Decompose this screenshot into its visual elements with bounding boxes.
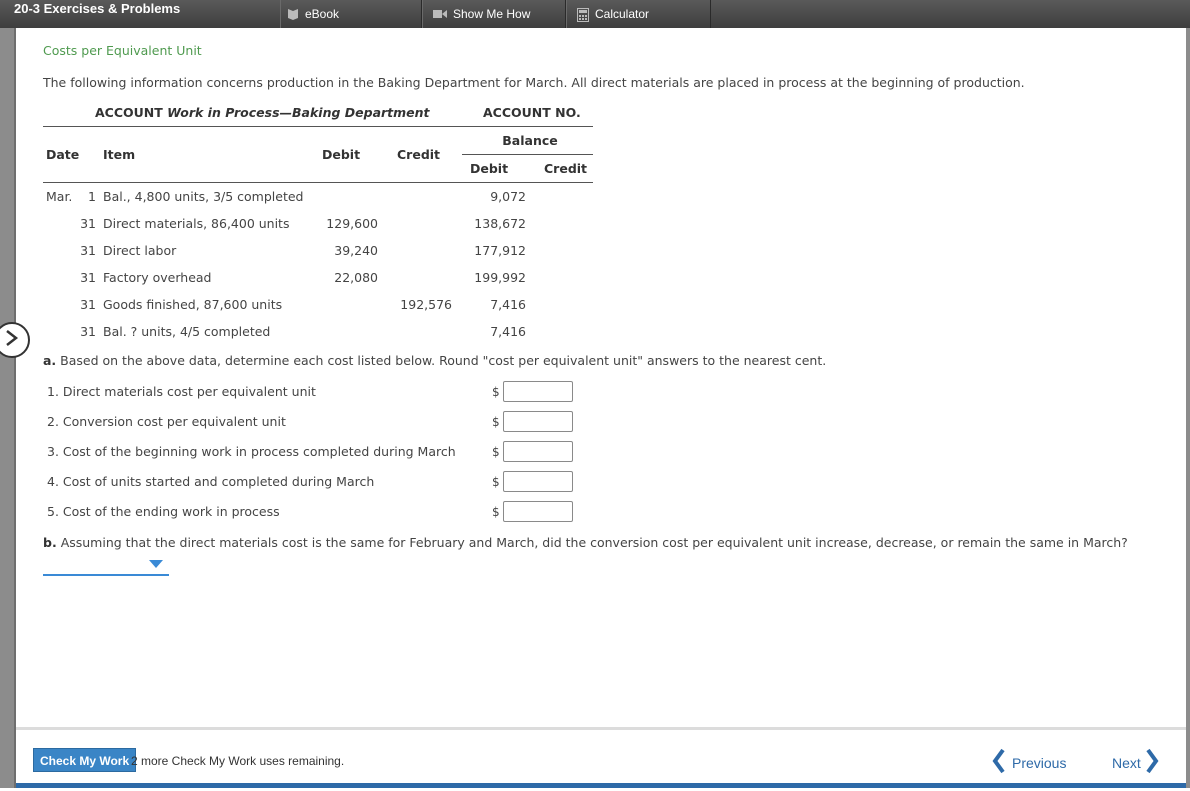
part-b-text: Assuming that the direct materials cost is the same for February and March, did the conversion cost per equivalent unit increase, decrease, or remain the same in March? xyxy=(60,535,1128,550)
balance-credit-header: Credit xyxy=(544,161,588,176)
item-header: Item xyxy=(103,147,136,162)
ebook-button[interactable] xyxy=(280,0,422,28)
section-title: Costs per Equivalent Unit xyxy=(43,43,202,58)
footer-accent-line xyxy=(16,783,1186,788)
balance-rule xyxy=(462,154,593,155)
conversion-cost-change-select[interactable] xyxy=(43,556,169,576)
chevron-right-icon xyxy=(4,329,20,351)
part-a-prompt xyxy=(43,353,826,368)
question-label: 4. Cost of units started and completed during March xyxy=(47,474,375,489)
row-item: Bal. ? units, 4/5 completed xyxy=(103,324,271,339)
row-debit: 129,600 xyxy=(326,216,378,231)
currency-symbol: $ xyxy=(492,385,500,399)
question-label: 5. Cost of the ending work in process xyxy=(47,504,280,519)
next-label: Next xyxy=(1112,754,1141,771)
row-day: 1 xyxy=(88,189,96,204)
row-balance-debit: 7,416 xyxy=(490,297,526,312)
previous-button[interactable] xyxy=(992,748,1066,777)
row-balance-debit: 177,912 xyxy=(474,243,526,258)
currency-symbol: $ xyxy=(492,445,500,459)
calculator-button[interactable] xyxy=(566,0,711,28)
row-day: 31 xyxy=(80,324,96,339)
direct-materials-cost-input[interactable] xyxy=(503,381,573,402)
check-remaining-text: 2 more Check My Work uses remaining. xyxy=(131,754,345,768)
currency-symbol: $ xyxy=(492,475,500,489)
question-label: 3. Cost of the beginning work in process completed during March xyxy=(47,444,456,459)
row-credit: 192,576 xyxy=(400,297,452,312)
row-item: Direct labor xyxy=(103,243,177,258)
book-icon xyxy=(287,8,299,20)
row-day: 31 xyxy=(80,270,96,285)
currency-symbol: $ xyxy=(492,505,500,519)
beginning-wip-cost-input[interactable] xyxy=(503,441,573,462)
debit-header: Debit xyxy=(322,147,361,162)
row-debit: 22,080 xyxy=(334,270,378,285)
row-day: 31 xyxy=(80,216,96,231)
dropdown-arrow-icon xyxy=(149,560,163,568)
chevron-right-icon xyxy=(1145,748,1159,777)
ending-wip-cost-input[interactable] xyxy=(503,501,573,522)
check-my-work-button[interactable]: Check My Work xyxy=(33,748,136,772)
video-icon xyxy=(433,8,447,20)
show-me-how-button[interactable] xyxy=(422,0,566,28)
date-header: Date xyxy=(46,147,80,162)
calculator-icon xyxy=(577,8,589,20)
question-label: 1. Direct materials cost per equivalent unit xyxy=(47,384,316,399)
account-no-label: ACCOUNT NO. xyxy=(483,105,581,120)
row-balance-debit: 9,072 xyxy=(490,189,526,204)
row-balance-debit: 7,416 xyxy=(490,324,526,339)
previous-label: Previous xyxy=(1012,754,1067,771)
balance-header: Balance xyxy=(502,133,558,148)
row-balance-debit: 199,992 xyxy=(474,270,526,285)
row-day: 31 xyxy=(80,297,96,312)
account-name: Work in Process—Baking Department xyxy=(167,105,430,120)
row-debit: 39,240 xyxy=(334,243,378,258)
left-frame xyxy=(0,28,16,788)
account-title xyxy=(95,105,430,120)
chevron-left-icon xyxy=(992,748,1006,777)
row-item: Direct materials, 86,400 units xyxy=(103,216,290,231)
part-b-label: b. xyxy=(43,535,57,550)
row-item: Bal., 4,800 units, 3/5 completed xyxy=(103,189,304,204)
row-balance-debit: 138,672 xyxy=(474,216,526,231)
ebook-label: eBook xyxy=(305,7,340,21)
ledger-top-rule xyxy=(43,126,593,127)
top-toolbar xyxy=(0,0,1190,28)
conversion-cost-input[interactable] xyxy=(503,411,573,432)
right-frame xyxy=(1186,28,1190,788)
row-item: Factory overhead xyxy=(103,270,212,285)
intro-text: The following information concerns production in the Baking Department for March. All direct materials are placed in process at the beginning of production. xyxy=(43,75,1025,90)
calculator-label: Calculator xyxy=(595,7,650,21)
credit-header: Credit xyxy=(397,147,441,162)
question-label: 2. Conversion cost per equivalent unit xyxy=(47,414,286,429)
part-b-prompt xyxy=(43,535,1128,550)
row-item: Goods finished, 87,600 units xyxy=(103,297,283,312)
assignment-title: 20-3 Exercises & Problems xyxy=(14,1,181,16)
ledger-header-rule xyxy=(43,182,593,183)
row-day: 31 xyxy=(80,243,96,258)
expand-panel-button[interactable] xyxy=(0,322,30,358)
started-completed-cost-input[interactable] xyxy=(503,471,573,492)
next-button[interactable] xyxy=(1112,748,1159,777)
part-a-label: a. xyxy=(43,353,57,368)
currency-symbol: $ xyxy=(492,415,500,429)
part-a-text: Based on the above data, determine each cost listed below. Round "cost per equivalent unit" answers to the nearest cent. xyxy=(60,353,827,368)
account-label: ACCOUNT xyxy=(95,105,163,120)
row-month: Mar. xyxy=(46,189,73,204)
balance-debit-header: Debit xyxy=(470,161,509,176)
show-me-how-label: Show Me How xyxy=(453,7,531,21)
